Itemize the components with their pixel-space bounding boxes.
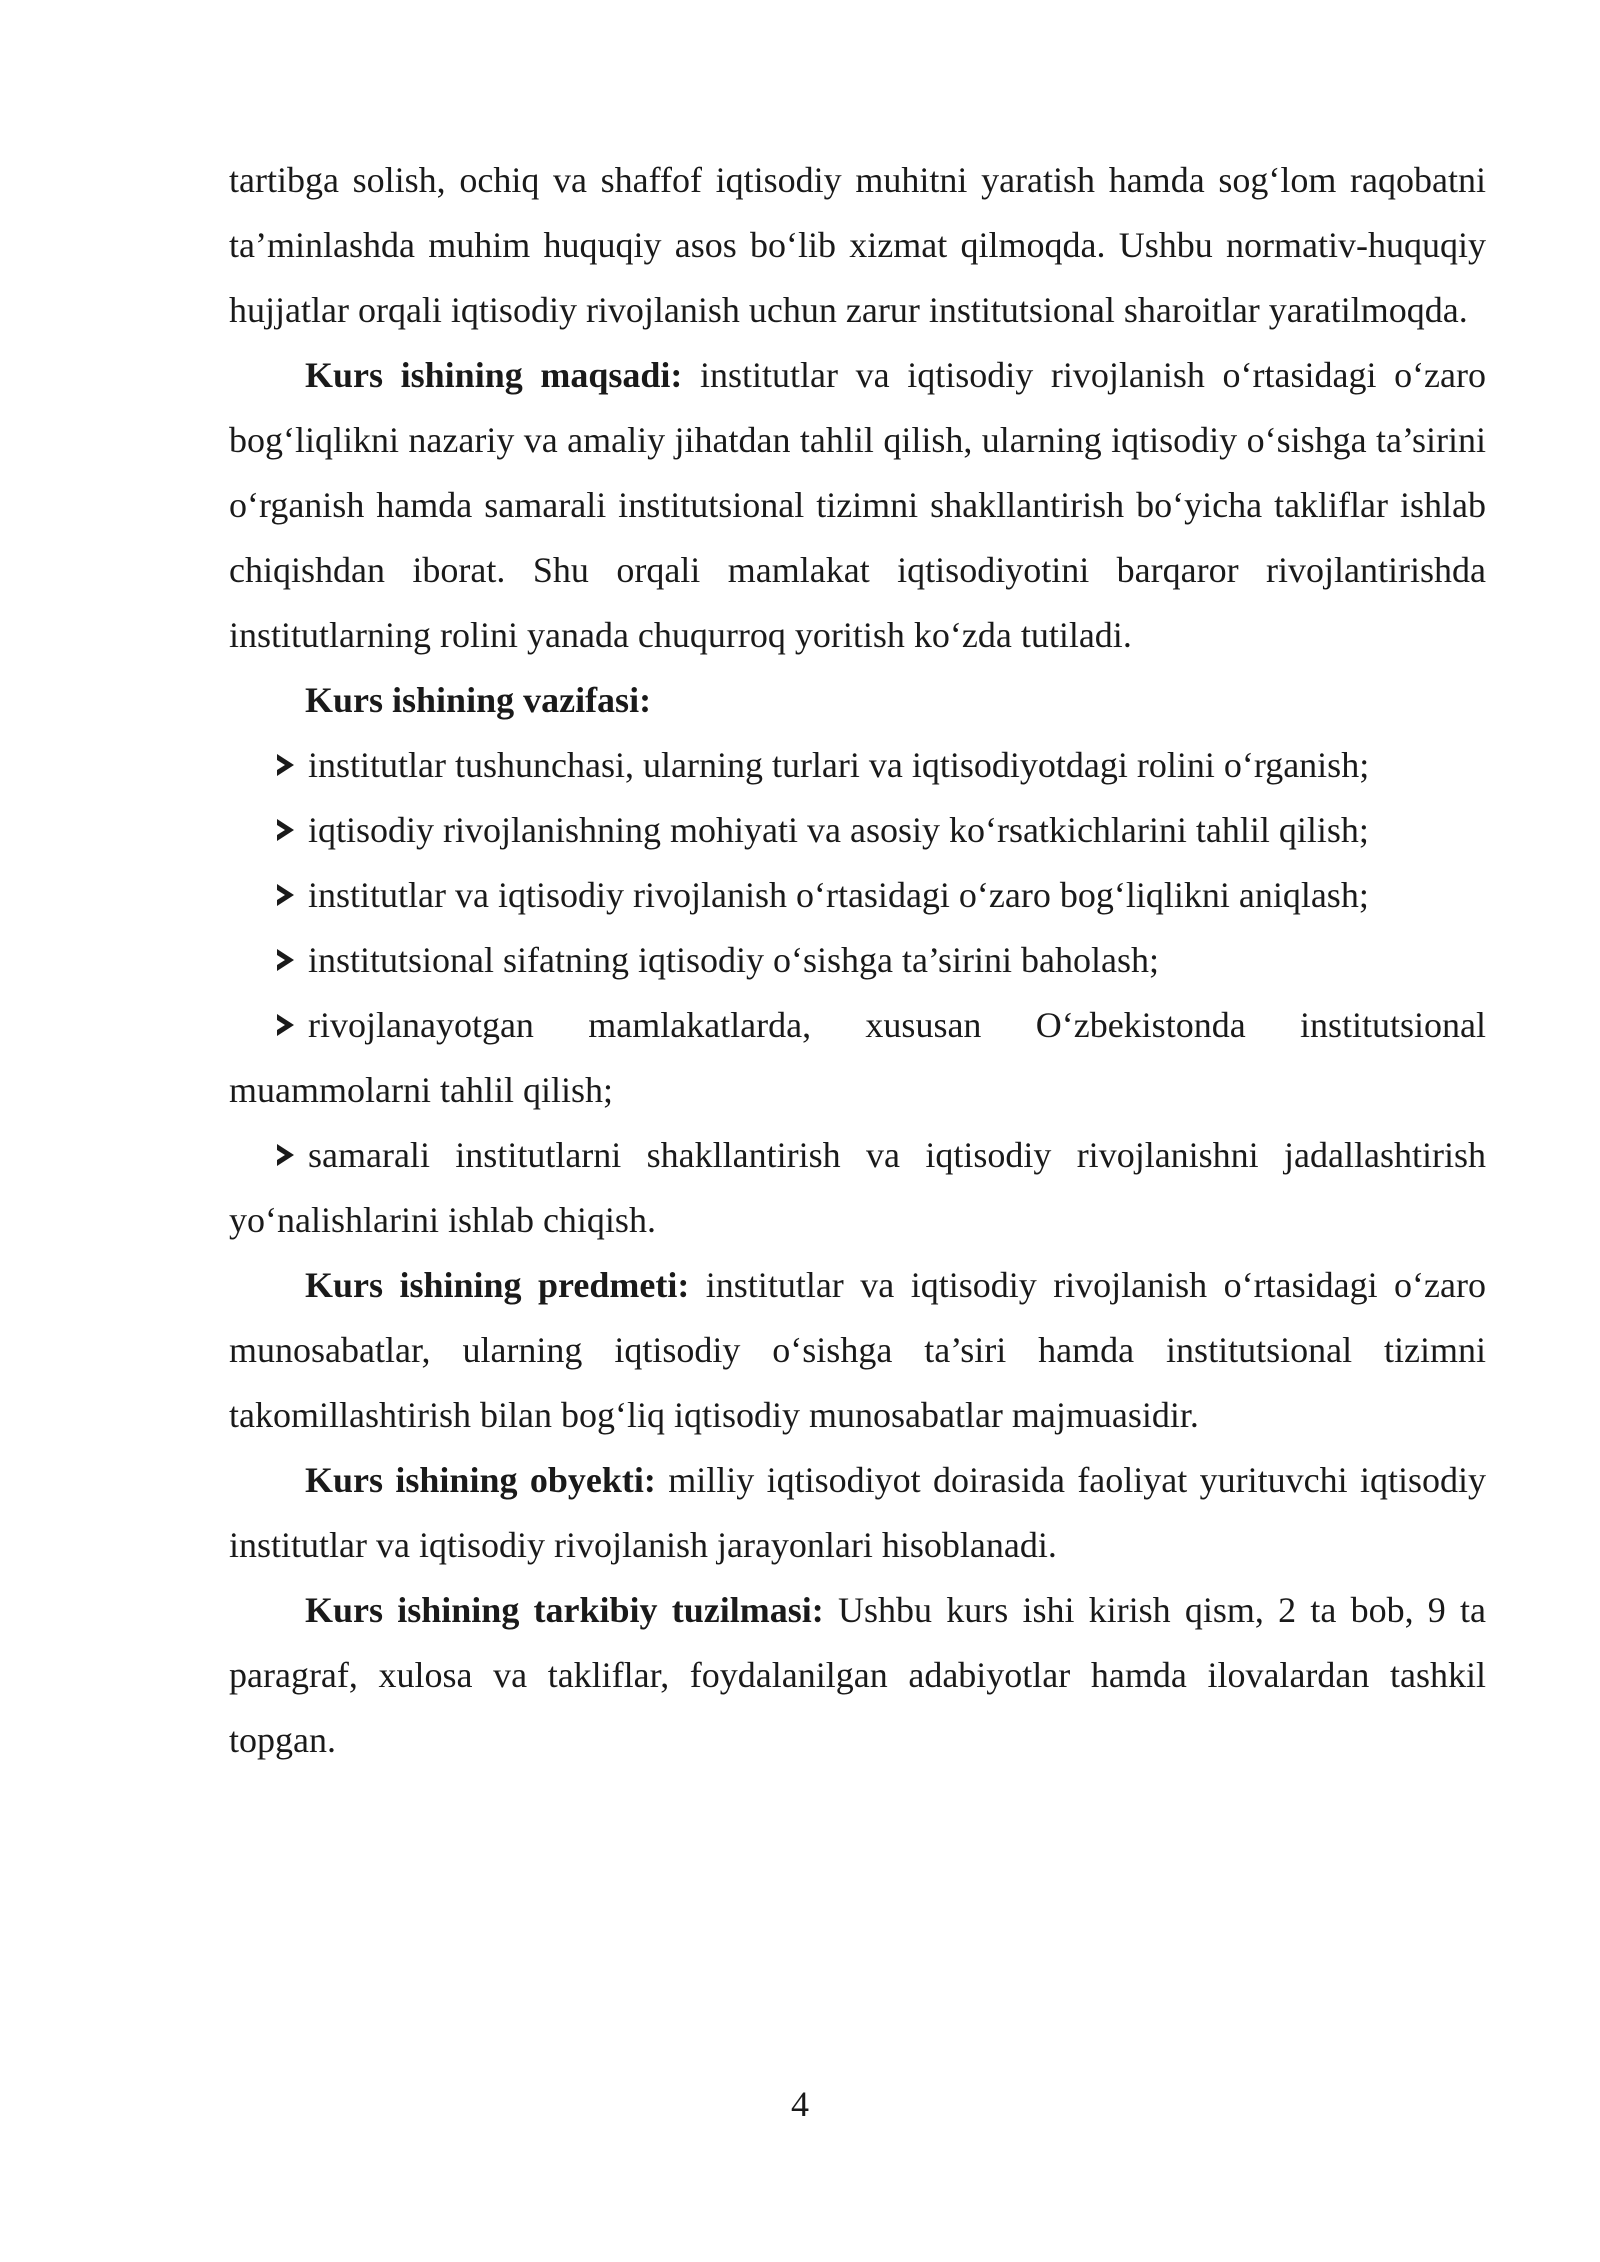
- list-item-text: samarali institutlarni shakllantirish va iqtisodiy rivojlanishni jadallashtirish yo‘nalishlarini ishlab chiqish.: [229, 1135, 1486, 1240]
- object-label: Kurs ishining obyekti:: [305, 1460, 656, 1500]
- subject-text: institutlar va iqtisodiy rivojlanish o‘rtasidagi o‘zaro munosabatlar, ularning iqtisodiy o‘sishga ta’siri hamda institutsional tizimni takomillashtirish bilan bog‘liq iqtisodiy munosabatlar majmuasidir.: [229, 1265, 1486, 1435]
- list-item: [229, 863, 1486, 928]
- subject-label: Kurs ishining predmeti:: [305, 1265, 690, 1305]
- subject-paragraph: [229, 1253, 1486, 1448]
- list-item-text: institutlar tushunchasi, ularning turlari va iqtisodiyotdagi rolini o‘rganish;: [308, 745, 1370, 785]
- aim-label: Kurs ishining maqsadi:: [305, 355, 683, 395]
- list-item-text: iqtisodiy rivojlanishning mohiyati va asosiy ko‘rsatkichlarini tahlil qilish;: [308, 810, 1369, 850]
- body-text: [229, 148, 1486, 1773]
- structure-text: Ushbu kurs ishi kirish qism, 2 ta bob, 9 ta paragraf, xulosa va takliflar, foydalanilgan adabiyotlar hamda ilovalardan tashkil topgan.: [229, 1590, 1486, 1760]
- list-item-text: institutsional sifatning iqtisodiy o‘sishga ta’sirini baholash;: [308, 940, 1159, 980]
- tasks-label: Kurs ishining vazifasi:: [305, 680, 652, 720]
- structure-paragraph: [229, 1578, 1486, 1773]
- page-number: 4: [791, 2084, 809, 2124]
- structure-label: Kurs ishining tarkibiy tuzilmasi:: [305, 1590, 824, 1630]
- object-paragraph: [229, 1448, 1486, 1578]
- object-text: milliy iqtisodiyot doirasida faoliyat yurituvchi iqtisodiy institutlar va iqtisodiy rivojlanish jarayonlari hisoblanadi.: [229, 1460, 1486, 1565]
- intro-paragraph: tartibga solish, ochiq va shaffof iqtisodiy muhitni yaratish hamda sog‘lom raqobatni ta’minlashda muhim huquqiy asos bo‘lib xizmat qilmoqda. Ushbu normativ-huquqiy hujjatlar orqali iqtisodiy rivojlanish uchun zarur institutsional sharoitlar yaratilmoqda.: [229, 160, 1486, 330]
- arrow-bullet-icon: [277, 1144, 294, 1166]
- arrow-bullet-icon: [277, 884, 294, 906]
- arrow-bullet-icon: [277, 949, 294, 971]
- list-item-text: institutlar va iqtisodiy rivojlanish o‘rtasidagi o‘zaro bog‘liqlikni aniqlash;: [308, 875, 1369, 915]
- list-item: [229, 928, 1486, 993]
- aim-paragraph: [229, 343, 1486, 668]
- list-item: [229, 798, 1486, 863]
- tasks-list: [229, 733, 1486, 1253]
- list-item-text: rivojlanayotgan mamlakatlarda, xususan O‘zbekistonda institutsional muammolarni tahlil qilish;: [229, 1005, 1486, 1110]
- tasks-heading: [229, 668, 1486, 733]
- list-item: [229, 993, 1486, 1123]
- list-item: [229, 733, 1486, 798]
- aim-text: institutlar va iqtisodiy rivojlanish o‘rtasidagi o‘zaro bog‘liqlikni nazariy va amaliy jihatdan tahlil qilish, ularning iqtisodiy o‘sishga ta’sirini o‘rganish hamda samarali institutsional tizimni shakllantirish bo‘yicha takliflar ishlab chiqishdan iborat. Shu orqali mamlakat iqtisodiyotini barqaror rivojlantirishda institutlarning rolini yanada chuqurroq yoritish ko‘zda tutiladi.: [229, 355, 1487, 655]
- list-item: [229, 1123, 1486, 1253]
- arrow-bullet-icon: [277, 754, 294, 776]
- arrow-bullet-icon: [277, 819, 294, 841]
- arrow-bullet-icon: [277, 1014, 294, 1036]
